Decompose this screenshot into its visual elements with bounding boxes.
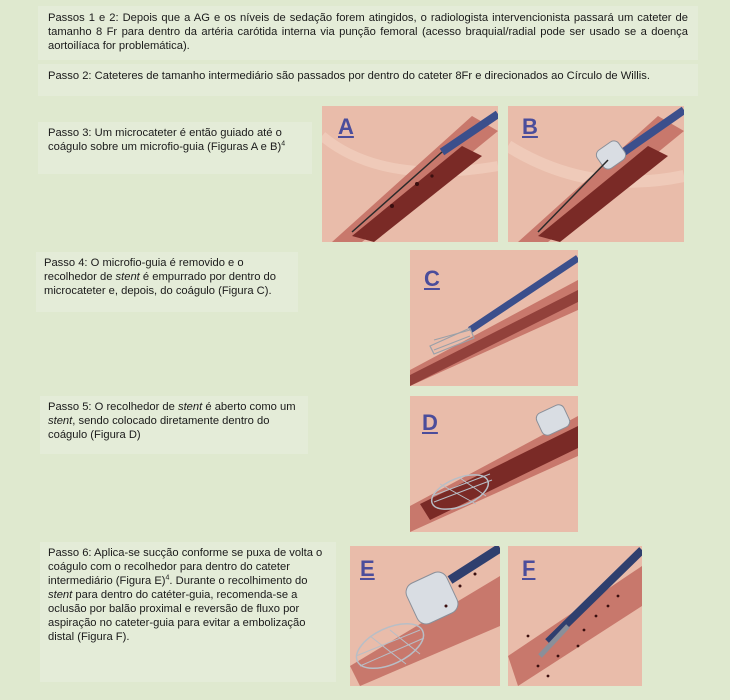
- figure-b-label: B: [522, 114, 538, 139]
- step-6-text-end: para dentro do catéter-guia, recomenda-se a oclusão por balão proximal e reversão de fluxo por aspiração no cateter-guia para evitar a embolização distal (Figura F).: [48, 589, 306, 643]
- figure-a-label: A: [338, 114, 354, 139]
- figure-d-label: D: [422, 410, 438, 435]
- step-5-text: Passo 5: O recolhedor de: [48, 401, 178, 413]
- figure-e: [350, 546, 500, 686]
- step-1-2-box: [38, 6, 698, 60]
- step-4-box: [36, 252, 298, 312]
- step-5-text-end: , sendo colocado diretamente dentro do coágulo (Figura D): [48, 415, 270, 441]
- figure-b: [508, 106, 684, 242]
- step-6-emphasis: stent: [48, 589, 73, 601]
- step-5-emphasis-2: stent: [48, 415, 73, 427]
- step-4-emphasis: stent: [115, 271, 140, 283]
- step-3-text: Passo 3: Um microcateter é então guiado até o coágulo sobre um microfio-guia (Figuras A e B): [48, 127, 282, 153]
- step-1-2-text: Passos 1 e 2: Depois que a AG e os níveis de sedação forem atingidos, o radiologista intervencionista passará um cateter de tamanho 8 Fr para dentro da artéria carótida interna via punção femoral (acesso braquial/radial pode ser usado se a doença aortoilíaca for problemática).: [48, 12, 688, 52]
- step-3-reference: 4: [281, 140, 286, 148]
- figure-c: [410, 250, 578, 386]
- step-5-emphasis-1: stent: [177, 401, 203, 413]
- step-5-box: [40, 396, 308, 454]
- step-6-reference: 4: [165, 574, 170, 582]
- step-4-text: Passo 4: O microfio-guia é removido e o recolhedor de: [44, 257, 244, 283]
- figure-a: [322, 106, 498, 242]
- figure-d: [410, 396, 578, 532]
- step-6-text: Passo 6: Aplica-se sucção conforme se puxa de volta o coágulo com o recolhedor para dentro do cateter intermediário (Figura E): [48, 547, 323, 587]
- step-6-text-mid: . Durante o recolhimento do: [169, 575, 308, 587]
- figure-f-label: F: [522, 556, 536, 581]
- step-2-box: [38, 64, 698, 96]
- figure-f: [508, 546, 642, 686]
- step-2-text: Passo 2: Cateteres de tamanho intermediário são passados por dentro do cateter 8Fr e direcionados ao Círculo de Willis.: [48, 70, 650, 82]
- figure-e-label: E: [360, 556, 375, 581]
- step-3-box: [38, 122, 312, 174]
- step-6-box: [40, 542, 336, 682]
- figure-c-label: C: [424, 266, 440, 291]
- step-5-text-mid: é aberto como um: [202, 401, 296, 413]
- step-4-text-end: é empurrado por dentro do microcateter e, depois, do coágulo (Figura C).: [44, 271, 276, 297]
